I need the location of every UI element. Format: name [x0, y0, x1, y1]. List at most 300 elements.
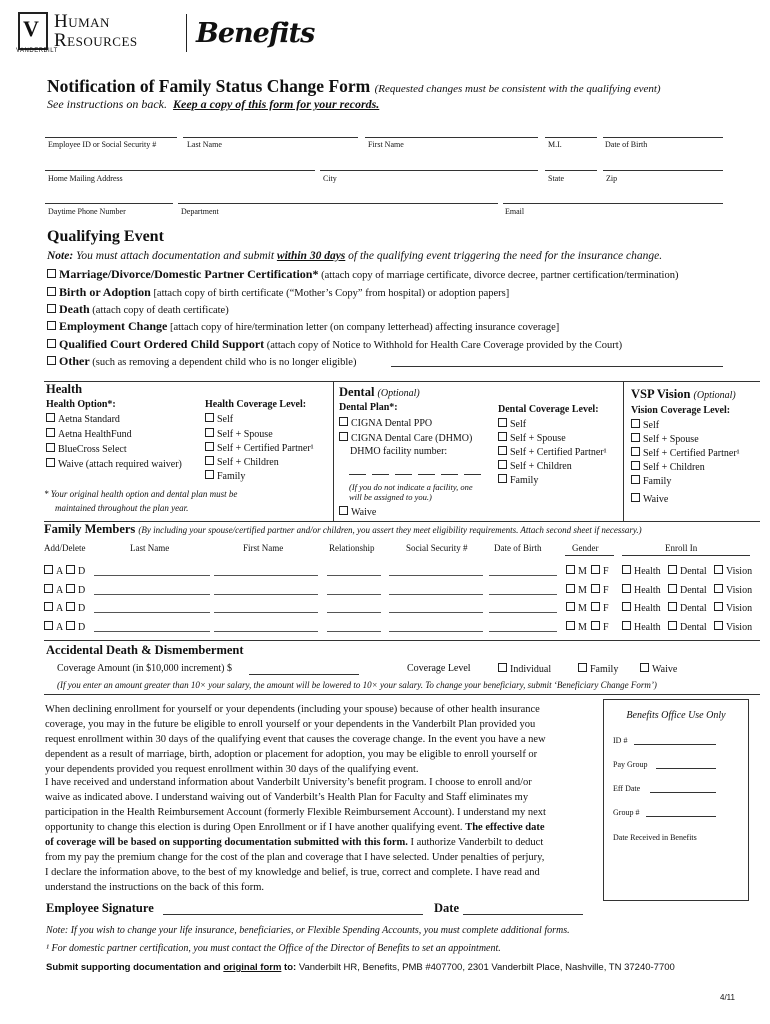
- office-use-title: Benefits Office Use Only: [626, 710, 726, 721]
- checkbox[interactable]: [66, 621, 75, 630]
- vision-coverage-spouse[interactable]: [631, 433, 699, 445]
- vision-coverage-family[interactable]: [631, 475, 671, 487]
- checkbox[interactable]: [46, 458, 55, 467]
- submit-original: original form: [223, 962, 282, 973]
- dental-label: Dental: [680, 585, 707, 596]
- checkbox[interactable]: [47, 269, 56, 278]
- dental-plan-dhmo[interactable]: [339, 432, 472, 444]
- submit-instructions: [46, 962, 675, 973]
- add-label: A: [56, 566, 64, 577]
- vision-waive[interactable]: [631, 493, 668, 505]
- checkbox[interactable]: [44, 584, 53, 593]
- zip-field[interactable]: [603, 170, 723, 171]
- add-heading: Accidental Death & Dismemberment: [46, 643, 244, 657]
- checkbox[interactable]: [339, 417, 348, 426]
- first-name-field[interactable]: [365, 137, 538, 138]
- checkbox[interactable]: [714, 565, 723, 574]
- checkbox[interactable]: [47, 356, 56, 365]
- facility-digit[interactable]: [418, 474, 435, 475]
- checkbox[interactable]: [205, 470, 214, 479]
- coverage-label: Self + Certified Partner¹: [510, 447, 607, 458]
- family-note: (By including your spouse/certified partner and/or children, you assert they meet eligibility requirements. Attach second sheet if necessary.): [138, 525, 642, 535]
- office-paygroup-field[interactable]: [656, 768, 716, 769]
- add-level-family[interactable]: [578, 663, 618, 675]
- office-received-label: Date Received in Benefits: [613, 833, 697, 842]
- enroll-health[interactable]: [622, 621, 661, 633]
- office-effdate-label: Eff Date: [613, 784, 641, 793]
- checkbox[interactable]: [668, 584, 677, 593]
- delete-option[interactable]: [66, 584, 85, 596]
- checkbox[interactable]: [622, 621, 631, 630]
- facility-digit[interactable]: [372, 474, 389, 475]
- enroll-health[interactable]: [622, 584, 661, 596]
- add-level-label: Coverage Level: [407, 663, 471, 674]
- city-field[interactable]: [320, 170, 538, 171]
- checkbox[interactable]: [668, 565, 677, 574]
- ssn-input[interactable]: [389, 631, 483, 632]
- section-divider: [44, 640, 760, 641]
- dental-coverage-children[interactable]: [498, 460, 572, 472]
- employee-id-field[interactable]: [45, 137, 177, 138]
- checkbox[interactable]: [714, 621, 723, 630]
- facility-digit[interactable]: [464, 474, 481, 475]
- checkbox[interactable]: [640, 663, 649, 672]
- checkbox[interactable]: [631, 419, 640, 428]
- hr-line2: Resources: [54, 30, 138, 51]
- event-label: Marriage/Divorce/Domestic Partner Certification*: [59, 267, 319, 281]
- gender-male[interactable]: [566, 621, 587, 633]
- col-enroll-in: Enroll In: [665, 543, 698, 553]
- checkbox[interactable]: [498, 460, 507, 469]
- dental-coverage-partner[interactable]: [498, 446, 607, 458]
- checkbox[interactable]: [339, 506, 348, 515]
- checkbox[interactable]: [47, 339, 56, 348]
- coverage-label: Self: [643, 420, 660, 431]
- family-row: [44, 565, 760, 579]
- health-coverage-self[interactable]: [205, 413, 233, 425]
- add-label: A: [56, 585, 64, 596]
- checkbox[interactable]: [46, 428, 55, 437]
- section-divider: [44, 694, 760, 695]
- event-label: Employment Change: [59, 319, 168, 333]
- note-pre: You must attach documentation and submit: [76, 250, 275, 262]
- authorization-line: I have received and understand information about Vanderbilt University’s benefit program. I choose to enroll and/or: [45, 777, 532, 788]
- delete-label: D: [78, 585, 86, 596]
- relationship-input[interactable]: [327, 612, 381, 613]
- authorization-statement: [45, 775, 585, 895]
- col-first-name: First Name: [243, 543, 284, 553]
- male-label: M: [578, 603, 587, 614]
- checkbox[interactable]: [631, 493, 640, 502]
- logo-caption: VANDERBILT: [16, 48, 58, 54]
- line-bold: The effective date: [465, 822, 545, 833]
- coverage-label: Self + Children: [643, 462, 705, 473]
- first-name-label: First Name: [368, 140, 404, 149]
- col-add-delete: Add/Delete: [44, 543, 86, 553]
- column-divider: [623, 381, 624, 521]
- state-label: State: [548, 174, 564, 183]
- health-option-label: Health Option*:: [46, 399, 116, 410]
- gender-female[interactable]: [591, 602, 609, 614]
- coverage-label: Self: [510, 419, 527, 430]
- event-label: Other: [59, 354, 90, 368]
- checkbox[interactable]: [66, 602, 75, 611]
- note-label: Note:: [47, 250, 74, 262]
- checkbox[interactable]: [498, 418, 507, 427]
- checkbox[interactable]: [47, 321, 56, 330]
- relationship-input[interactable]: [327, 631, 381, 632]
- vision-heading: [631, 387, 736, 402]
- female-label: F: [603, 603, 609, 614]
- checkbox[interactable]: [631, 433, 640, 442]
- authorization-line: [45, 820, 585, 835]
- health-option-aetna-healthfund[interactable]: [46, 428, 132, 440]
- gender-underline: [565, 555, 614, 556]
- checkbox[interactable]: [622, 602, 631, 611]
- checkbox[interactable]: [631, 447, 640, 456]
- delete-option[interactable]: [66, 602, 85, 614]
- level-label: Family: [590, 664, 619, 675]
- health-label: Health: [634, 566, 661, 577]
- event-employment[interactable]: [47, 319, 559, 334]
- plan-label: CIGNA Dental PPO: [351, 418, 433, 429]
- enroll-vision[interactable]: [714, 584, 752, 596]
- checkbox[interactable]: [498, 446, 507, 455]
- mi-field[interactable]: [545, 137, 597, 138]
- checkbox[interactable]: [205, 428, 214, 437]
- dental-waive[interactable]: [339, 506, 376, 518]
- dental-heading: [339, 385, 420, 400]
- female-label: F: [603, 566, 609, 577]
- enroll-vision[interactable]: [714, 621, 752, 633]
- add-option[interactable]: [44, 584, 63, 596]
- note-bold: within 30 days: [276, 250, 346, 262]
- disclaimer-line: When declining enrollment for yourself or your dependents (including your spouse) because of other health insurance: [45, 704, 540, 715]
- checkbox[interactable]: [591, 602, 600, 611]
- city-label: City: [323, 174, 337, 183]
- health-label: Health: [634, 603, 661, 614]
- facility-digit[interactable]: [441, 474, 458, 475]
- form-subtitle: [47, 97, 379, 112]
- family-row: [44, 584, 760, 598]
- option-label: Aetna Standard: [58, 414, 120, 425]
- enroll-dental[interactable]: [668, 621, 707, 633]
- coverage-label: Self + Certified Partner¹: [643, 448, 740, 459]
- add-note: (If you enter an amount greater than 10× your salary, the amount will be lowered to 10× your salary. To change your beneficiary, submit ‘Beneficiary Change Form’): [57, 680, 657, 690]
- family-heading: [44, 522, 642, 537]
- checkbox[interactable]: [591, 565, 600, 574]
- checkbox[interactable]: [622, 565, 631, 574]
- col-ssn: Social Security #: [406, 543, 468, 553]
- vision-label: Vision: [726, 603, 753, 614]
- subtitle-pre: See instructions on back.: [47, 97, 167, 111]
- family-row: [44, 621, 760, 635]
- email-field[interactable]: [503, 203, 723, 204]
- checkbox[interactable]: [498, 474, 507, 483]
- checkbox[interactable]: [205, 413, 214, 422]
- first-name-input[interactable]: [214, 594, 318, 595]
- checkbox[interactable]: [44, 565, 53, 574]
- ssn-input[interactable]: [389, 612, 483, 613]
- submit-to: to:: [284, 962, 297, 973]
- checkbox[interactable]: [47, 304, 56, 313]
- add-level-waive[interactable]: [640, 663, 677, 675]
- dental-plan-label: Dental Plan*:: [339, 402, 398, 413]
- checkbox[interactable]: [668, 602, 677, 611]
- event-child-support[interactable]: [47, 337, 622, 352]
- checkbox[interactable]: [47, 287, 56, 296]
- facility-note: (If you do not indicate a facility, one: [349, 482, 473, 492]
- line-text: opportunity to change this election is during Open Enrollment or if I have another qualifying event.: [45, 822, 463, 833]
- disclaimer-line: coverage, you may in the future be eligible to enroll yourself or your dependents in the Vanderbilt Plan provided you: [45, 719, 536, 730]
- phone-field[interactable]: [45, 203, 173, 204]
- checkbox[interactable]: [714, 602, 723, 611]
- department-field[interactable]: [178, 203, 498, 204]
- event-detail: (attach copy of marriage certificate, divorce decree, partner certification/termination): [321, 270, 679, 281]
- gender-female[interactable]: [591, 584, 609, 596]
- last-name-label: Last Name: [187, 140, 222, 149]
- vision-coverage-partner[interactable]: [631, 447, 740, 459]
- ssn-input[interactable]: [389, 594, 483, 595]
- first-name-input[interactable]: [214, 612, 318, 613]
- office-effdate-field[interactable]: [650, 792, 716, 793]
- last-name-input[interactable]: [94, 612, 210, 613]
- dental-coverage-self[interactable]: [498, 418, 526, 430]
- authorization-line: waive as indicated above. I understand waiving out of Vanderbilt’s Health Plan for Faculty and Staff eliminates my: [45, 792, 529, 803]
- mi-label: M.I.: [548, 140, 562, 149]
- checkbox[interactable]: [566, 602, 575, 611]
- vanderbilt-logo: [18, 12, 48, 50]
- delete-label: D: [78, 603, 86, 614]
- gender-female[interactable]: [591, 565, 609, 577]
- family-row: [44, 602, 760, 616]
- dental-label: Dental: [680, 566, 707, 577]
- checkbox[interactable]: [714, 584, 723, 593]
- option-label: BlueCross Select: [58, 444, 127, 455]
- gender-female[interactable]: [591, 621, 609, 633]
- add-option[interactable]: [44, 621, 63, 633]
- office-id-field[interactable]: [634, 744, 716, 745]
- coverage-label: Self + Spouse: [510, 433, 566, 444]
- office-id-label: ID #: [613, 736, 628, 745]
- health-option-bluecross[interactable]: [46, 443, 127, 455]
- event-detail: (attach copy of death certificate): [92, 305, 229, 316]
- event-detail: (attach copy of Notice to Withhold for Health Care Coverage provided by the Court): [266, 340, 623, 351]
- event-detail: [attach copy of hire/termination letter (on company letterhead) affecting insurance coverage]: [169, 322, 560, 333]
- coverage-label: Family: [643, 476, 672, 487]
- enroll-dental[interactable]: [668, 584, 707, 596]
- add-amount-label: Coverage Amount (in $10,000 increment) $: [57, 663, 232, 674]
- checkbox[interactable]: [566, 584, 575, 593]
- checkbox[interactable]: [566, 565, 575, 574]
- last-name-input[interactable]: [94, 575, 210, 576]
- hr-line1: Human: [54, 11, 110, 32]
- event-marriage[interactable]: [47, 267, 678, 282]
- section-divider: [44, 381, 760, 382]
- health-coverage-children[interactable]: [205, 456, 279, 468]
- disclaimer-line: request enrollment within 30 days of the qualifying event that causes the coverage change. In the event you have a new: [45, 734, 546, 745]
- enrollment-disclaimer: [45, 702, 585, 777]
- health-option-aetna-standard[interactable]: [46, 413, 120, 425]
- employee-id-label: Employee ID or Social Security #: [48, 140, 157, 149]
- dental-plan-ppo[interactable]: [339, 417, 432, 429]
- health-coverage-spouse[interactable]: [205, 428, 273, 440]
- dob-input[interactable]: [489, 631, 557, 632]
- office-group-field[interactable]: [646, 816, 716, 817]
- ssn-input[interactable]: [389, 575, 483, 576]
- dental-label: Dental: [680, 603, 707, 614]
- col-dob: Date of Birth: [494, 543, 542, 553]
- option-label: Waive (attach required waiver): [58, 459, 182, 470]
- hr-wordmark: [54, 12, 138, 50]
- authorization-line: [45, 835, 585, 850]
- vision-title: VSP Vision: [631, 387, 691, 401]
- checkbox[interactable]: [205, 442, 214, 451]
- enroll-dental[interactable]: [668, 565, 707, 577]
- add-label: A: [56, 603, 64, 614]
- date-label: Date: [434, 901, 459, 915]
- enroll-vision[interactable]: [714, 565, 752, 577]
- checkbox[interactable]: [622, 584, 631, 593]
- checkbox[interactable]: [46, 443, 55, 452]
- dob-field[interactable]: [603, 137, 723, 138]
- coverage-label: Family: [510, 475, 539, 486]
- qualifying-heading: Qualifying Event: [47, 228, 164, 245]
- relationship-input[interactable]: [327, 594, 381, 595]
- office-use-box: [603, 699, 749, 901]
- other-field[interactable]: [391, 366, 723, 367]
- dental-coverage-family[interactable]: [498, 474, 538, 486]
- vision-coverage-label: Vision Coverage Level:: [631, 405, 731, 416]
- last-name-input[interactable]: [94, 594, 210, 595]
- address-field[interactable]: [45, 170, 315, 171]
- health-coverage-label: Health Coverage Level:: [205, 399, 307, 410]
- checkbox[interactable]: [668, 621, 677, 630]
- vision-coverage-self[interactable]: [631, 419, 659, 431]
- additional-forms-note: Note: If you wish to change your life insurance, beneficiaries, or Flexible Spending Accounts, you must complete additional forms.: [46, 925, 570, 936]
- partner-footnote: ¹ For domestic partner certification, you must contact the Office of the Director of Benefits to set an appointment.: [46, 943, 501, 954]
- event-label: Death: [59, 302, 90, 316]
- delete-option[interactable]: [66, 621, 85, 633]
- facility-digit[interactable]: [395, 474, 412, 475]
- signature-label: Employee Signature: [46, 901, 154, 915]
- dental-label: Dental: [680, 622, 707, 633]
- disclaimer-line: dependent as a result of marriage, birth, adoption or placement for adoption, you may be eligible to enroll yourself or: [45, 749, 538, 760]
- health-heading: Health: [46, 382, 83, 396]
- address-label: Home Mailing Address: [48, 174, 123, 183]
- female-label: F: [603, 585, 609, 596]
- dental-optional: (Optional): [377, 388, 420, 399]
- enroll-vision[interactable]: [714, 602, 752, 614]
- checkbox[interactable]: [66, 584, 75, 593]
- gender-male[interactable]: [566, 584, 587, 596]
- checkbox[interactable]: [631, 461, 640, 470]
- coverage-label: Self + Children: [217, 457, 279, 468]
- date-field[interactable]: [463, 914, 583, 915]
- col-last-name: Last Name: [130, 543, 170, 553]
- checkbox[interactable]: [591, 584, 600, 593]
- health-coverage-partner[interactable]: [205, 442, 314, 454]
- dob-input[interactable]: [489, 575, 557, 576]
- health-footnote: * Your original health option and dental plan must be: [44, 489, 238, 499]
- add-amount-field[interactable]: [249, 674, 359, 675]
- office-group-label: Group #: [613, 808, 640, 817]
- enroll-dental[interactable]: [668, 602, 707, 614]
- checkbox[interactable]: [46, 413, 55, 422]
- health-label: Health: [634, 622, 661, 633]
- signature-field[interactable]: [163, 914, 423, 915]
- logo-letter: V: [23, 16, 39, 41]
- note-post: of the qualifying event triggering the need for the insurance change.: [348, 250, 663, 262]
- event-birth[interactable]: [47, 285, 509, 300]
- col-relationship: Relationship: [329, 543, 375, 553]
- checkbox[interactable]: [498, 432, 507, 441]
- family-title: Family Members: [44, 522, 136, 536]
- checkbox[interactable]: [498, 663, 507, 672]
- male-label: M: [578, 566, 587, 577]
- add-level-individual[interactable]: [498, 663, 551, 675]
- first-name-input[interactable]: [214, 575, 318, 576]
- zip-label: Zip: [606, 174, 618, 183]
- relationship-input[interactable]: [327, 575, 381, 576]
- last-name-field[interactable]: [183, 137, 358, 138]
- checkbox[interactable]: [631, 475, 640, 484]
- male-label: M: [578, 585, 587, 596]
- last-name-input[interactable]: [94, 631, 210, 632]
- vision-coverage-children[interactable]: [631, 461, 705, 473]
- event-death[interactable]: [47, 302, 229, 317]
- checkbox[interactable]: [578, 663, 587, 672]
- coverage-label: Family: [217, 471, 246, 482]
- logo-divider: [186, 14, 187, 52]
- level-label: Individual: [510, 664, 552, 675]
- health-footnote-2: maintained throughout the plan year.: [55, 503, 189, 513]
- subtitle-bold: Keep a copy of this form for your records.: [172, 97, 380, 111]
- gender-male[interactable]: [566, 565, 587, 577]
- enroll-health[interactable]: [622, 565, 661, 577]
- delete-label: D: [78, 622, 86, 633]
- checkbox[interactable]: [339, 432, 348, 441]
- checkbox[interactable]: [591, 621, 600, 630]
- dob-input[interactable]: [489, 612, 557, 613]
- authorization-line: from my pay the premium change for the cost of the plan and coverage that I have selected. Under penalties of perjury,: [45, 852, 545, 863]
- first-name-input[interactable]: [214, 631, 318, 632]
- checkbox[interactable]: [205, 456, 214, 465]
- plan-label: CIGNA Dental Care (DHMO): [351, 433, 473, 444]
- delete-option[interactable]: [66, 565, 85, 577]
- health-coverage-family[interactable]: [205, 470, 245, 482]
- dob-input[interactable]: [489, 594, 557, 595]
- authorization-line: I declare the information above, to the best of my knowledge and belief, is true, correct and complete. I have read and: [45, 867, 540, 878]
- add-option[interactable]: [44, 565, 63, 577]
- checkbox[interactable]: [44, 621, 53, 630]
- dental-coverage-spouse[interactable]: [498, 432, 566, 444]
- health-option-waive[interactable]: [46, 458, 182, 470]
- add-option[interactable]: [44, 602, 63, 614]
- submit-bold: Submit supporting documentation and: [46, 962, 221, 973]
- disclaimer-line: your dependents provided you request enrollment within 30 days of the qualifying event.: [45, 764, 419, 775]
- enroll-health[interactable]: [622, 602, 661, 614]
- checkbox[interactable]: [44, 602, 53, 611]
- state-field[interactable]: [545, 170, 597, 171]
- gender-male[interactable]: [566, 602, 587, 614]
- event-other[interactable]: [47, 354, 356, 369]
- option-label: Aetna HealthFund: [58, 429, 132, 440]
- checkbox[interactable]: [566, 621, 575, 630]
- checkbox[interactable]: [66, 565, 75, 574]
- facility-digit[interactable]: [349, 474, 366, 475]
- title-note: (Requested changes must be consistent with the qualifying event): [374, 83, 661, 95]
